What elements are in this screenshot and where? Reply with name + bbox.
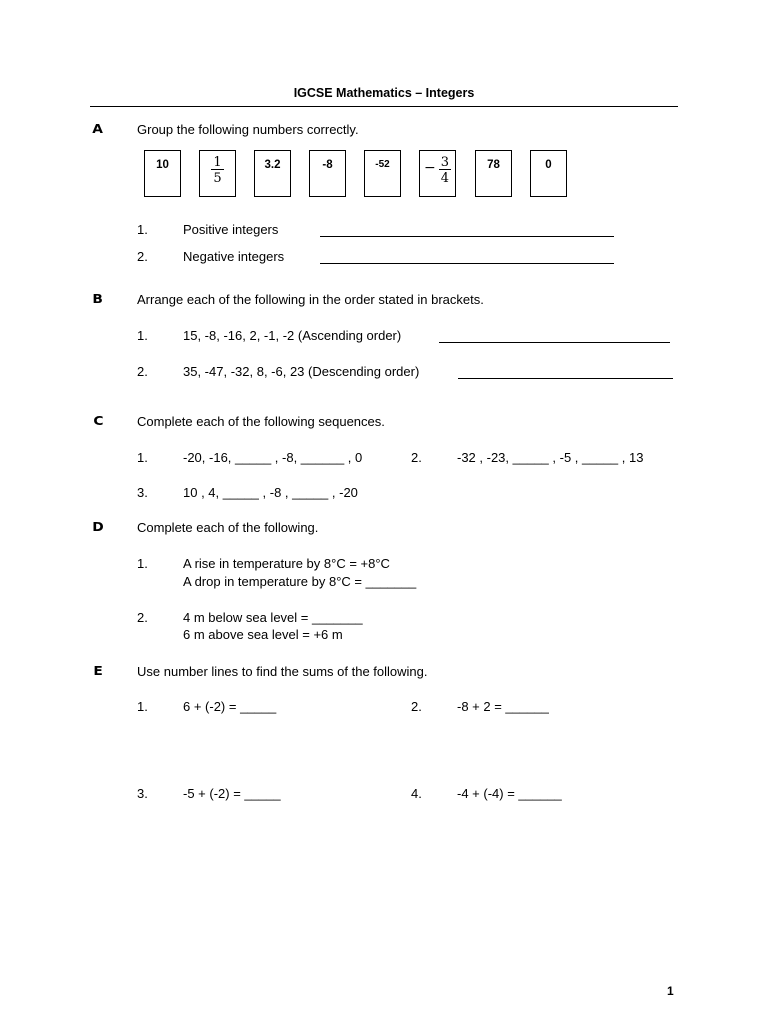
section-c-instruction: Complete each of the following sequences. — [137, 414, 385, 429]
section-e-letter: E — [93, 664, 103, 678]
item-text-line2: A drop in temperature by 8°C = _______ — [183, 574, 417, 589]
item-text-line2: 6 m above sea level = +6 m — [183, 627, 343, 642]
fraction: $\frac{1}{5}$ — [213, 155, 222, 186]
number-box: 10 — [144, 150, 181, 197]
number-box: -8 — [309, 150, 346, 197]
page-number: 1 — [667, 984, 674, 998]
section-a-instruction: Group the following numbers correctly. — [137, 122, 359, 137]
section-b-letter: B — [92, 292, 104, 306]
section-d-letter: D — [92, 520, 104, 534]
item-number: 3. — [137, 786, 148, 801]
title-rule — [90, 106, 678, 107]
item-number: 2. — [411, 450, 422, 465]
number-box: -52 — [364, 150, 401, 197]
number-box: 0 — [530, 150, 567, 197]
item-number: 1. — [137, 699, 148, 714]
item-text: 10 , 4, _____ , -8 , _____ , -20 — [183, 485, 358, 500]
section-e-instruction: Use number lines to find the sums of the following. — [137, 664, 428, 679]
item-text-line1: 4 m below sea level = _______ — [183, 610, 363, 625]
item-text: -4 + (-4) = ______ — [457, 786, 562, 801]
fraction: $\frac{3}{4}$ — [440, 155, 449, 186]
item-text: 35, -47, -32, 8, -6, 23 (Descending order) — [183, 364, 420, 379]
answer-line — [320, 236, 614, 237]
section-c-letter: C — [92, 414, 104, 428]
section-d-instruction: Complete each of the following. — [137, 520, 319, 535]
answer-line — [320, 263, 614, 264]
item-number: 1. — [137, 328, 148, 343]
number-box-fraction — [199, 150, 236, 197]
item-number: 2. — [411, 699, 422, 714]
item-text-line1: A rise in temperature by 8°C = +8°C — [183, 556, 390, 571]
item-number: 1. — [137, 556, 148, 571]
item-text: -8 + 2 = ______ — [457, 699, 549, 714]
item-text: -32 , -23, _____ , -5 , _____ , 13 — [457, 450, 644, 465]
section-a-letter: A — [92, 122, 104, 136]
item-text: 15, -8, -16, 2, -1, -2 (Ascending order) — [183, 328, 402, 343]
item-text: -20, -16, _____ , -8, ______ , 0 — [183, 450, 363, 465]
section-b-instruction: Arrange each of the following in the order stated in brackets. — [137, 292, 484, 307]
item-number: 4. — [411, 786, 422, 801]
item-number: 1. — [137, 450, 148, 465]
item-number: 1. — [137, 222, 148, 237]
number-box: 78 — [475, 150, 512, 197]
number-box: 3.2 — [254, 150, 291, 197]
page-title: IGCSE Mathematics – Integers — [293, 86, 475, 100]
number-box-fraction: − $\frac{3}{4}$ — [419, 150, 456, 197]
item-number: 2. — [137, 364, 148, 379]
item-number: 2. — [137, 610, 148, 625]
item-text: -5 + (-2) = _____ — [183, 786, 281, 801]
item-number: 3. — [137, 485, 148, 500]
item-number: 2. — [137, 249, 148, 264]
item-text: 6 + (-2) = _____ — [183, 699, 277, 714]
item-text: Negative integers — [183, 249, 285, 264]
answer-line — [458, 378, 673, 379]
item-text: Positive integers — [183, 222, 279, 237]
answer-line — [439, 342, 670, 343]
